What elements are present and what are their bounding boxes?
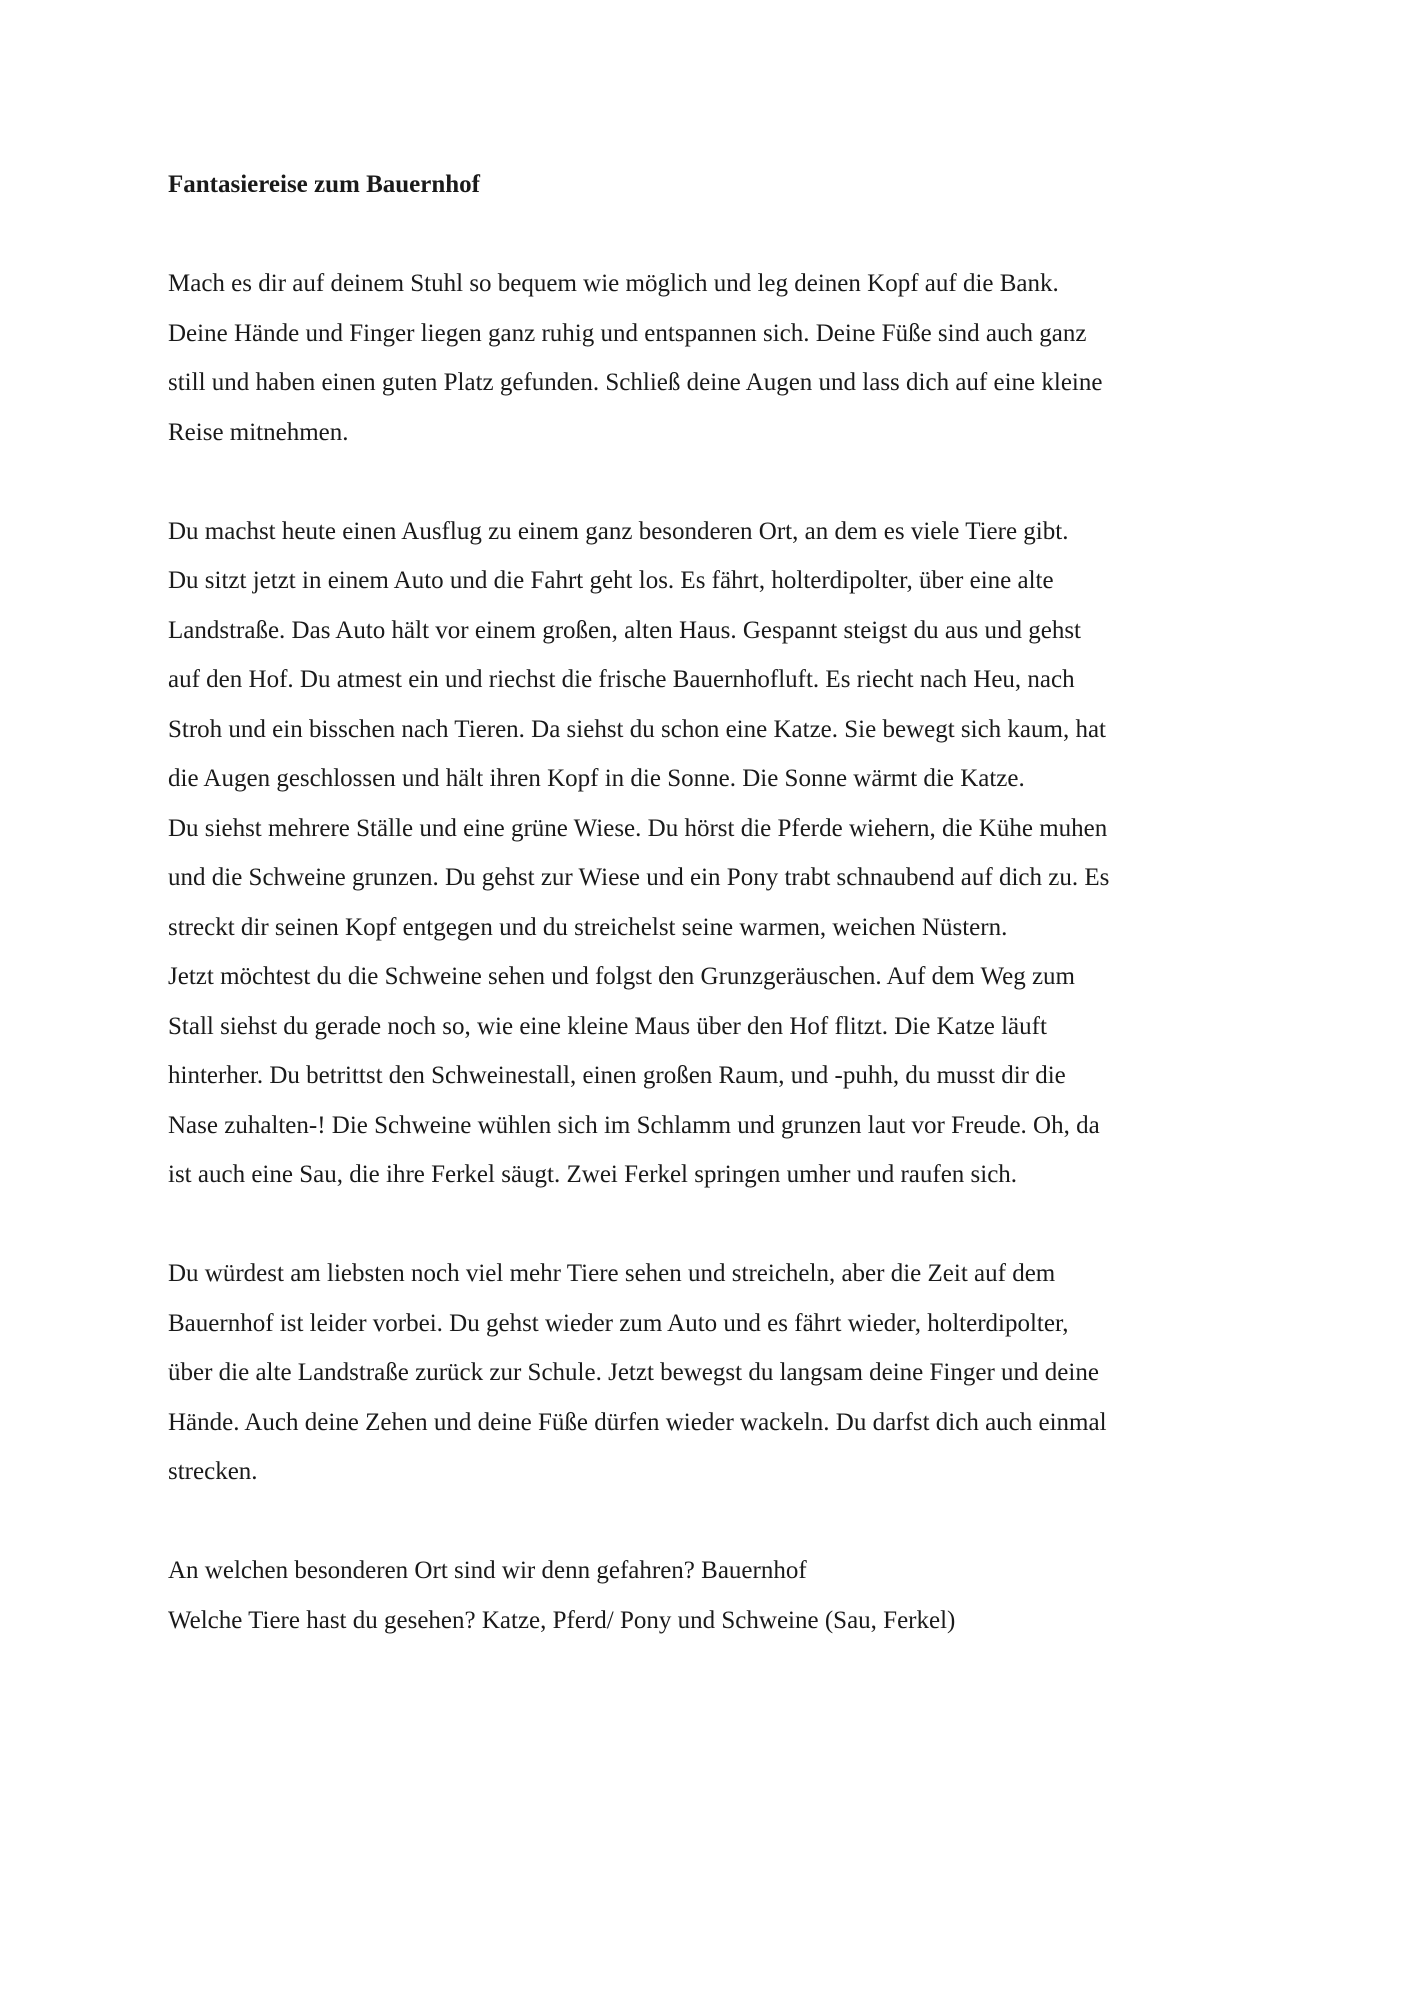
text-line: die Augen geschlossen und hält ihren Kopf in die Sonne. Die Sonne wärmt die Katze. (168, 765, 1025, 792)
question-line: An welchen besonderen Ort sind wir denn gefahren? Bauernhof (168, 1557, 807, 1584)
text-line: Landstraße. Das Auto hält vor einem großen, alten Haus. Gespannt steigst du aus und gehst (168, 616, 1082, 644)
text-line: Du machst heute einen Ausflug zu einem ganz besonderen Ort, an dem es viele Tiere gibt. (168, 517, 1069, 545)
text-line: strecken. (168, 1458, 258, 1485)
paragraph-intro (168, 259, 1258, 457)
text-line: Stall siehst du gerade noch so, wie eine kleine Maus über den Hof flitzt. Die Katze läuft (168, 1012, 1047, 1040)
spacer (168, 210, 1258, 260)
question-line: Welche Tiere hast du gesehen? Katze, Pferd/ Pony und Schweine (Sau, Ferkel) (168, 1606, 956, 1634)
document-page (168, 160, 1258, 1645)
text-line: Du sitzt jetzt in einem Auto und die Fahrt geht los. Es fährt, holterdipolter, über eine alte (168, 567, 1054, 594)
text-line: Hände. Auch deine Zehen und deine Füße dürfen wieder wackeln. Du darfst dich auch einmal (168, 1408, 1107, 1436)
spacer (168, 1200, 1258, 1250)
text-line: Du würdest am liebsten noch viel mehr Tiere sehen und streicheln, aber die Zeit auf dem (168, 1260, 1056, 1287)
text-line: über die alte Landstraße zurück zur Schule. Jetzt bewegst du langsam deine Finger und deine (168, 1359, 1099, 1386)
text-line: Nase zuhalten-! Die Schweine wühlen sich im Schlamm und grunzen laut vor Freude. Oh, da (168, 1111, 1100, 1139)
spacer (168, 457, 1258, 507)
text-line: hinterher. Du betrittst den Schweinestall, einen großen Raum, und -puhh, du musst dir die (168, 1062, 1066, 1089)
document-title: Fantasiereise zum Bauernhof (168, 171, 481, 198)
spacer (168, 1497, 1258, 1547)
paragraph-return (168, 1249, 1258, 1497)
paragraph-journey (168, 507, 1258, 1200)
text-line: Jetzt möchtest du die Schweine sehen und folgst den Grunzgeräuschen. Auf dem Weg zum (168, 963, 1076, 990)
text-line: streckt dir seinen Kopf entgegen und du streichelst seine warmen, weichen Nüstern. (168, 913, 1008, 941)
text-line: Bauernhof ist leider vorbei. Du gehst wieder zum Auto und es fährt wieder, holterdipolter, (168, 1309, 1069, 1337)
text-line: Stroh und ein bisschen nach Tieren. Da siehst du schon eine Katze. Sie bewegt sich kaum, hat (168, 715, 1107, 743)
text-line: Mach es dir auf deinem Stuhl so bequem wie möglich und leg deinen Kopf auf die Bank. (168, 270, 1059, 297)
text-line: ist auch eine Sau, die ihre Ferkel säugt. Zwei Ferkel springen umher und raufen sich. (168, 1161, 1018, 1188)
text-line: auf den Hof. Du atmest ein und riechst die frische Bauernhofluft. Es riecht nach Heu, nach (168, 666, 1075, 693)
text-line: still und haben einen guten Platz gefunden. Schließ deine Augen und lass dich auf eine kleine (168, 369, 1103, 396)
text-line: und die Schweine grunzen. Du gehst zur Wiese und ein Pony trabt schnaubend auf dich zu. Es (168, 864, 1110, 891)
text-line: Deine Hände und Finger liegen ganz ruhig und entspannen sich. Deine Füße sind auch ganz (168, 319, 1087, 347)
text-line: Du siehst mehrere Ställe und eine grüne Wiese. Du hörst die Pferde wiehern, die Kühe muhen (168, 814, 1108, 842)
text-line: Reise mitnehmen. (168, 418, 349, 446)
paragraph-questions (168, 1546, 1258, 1645)
